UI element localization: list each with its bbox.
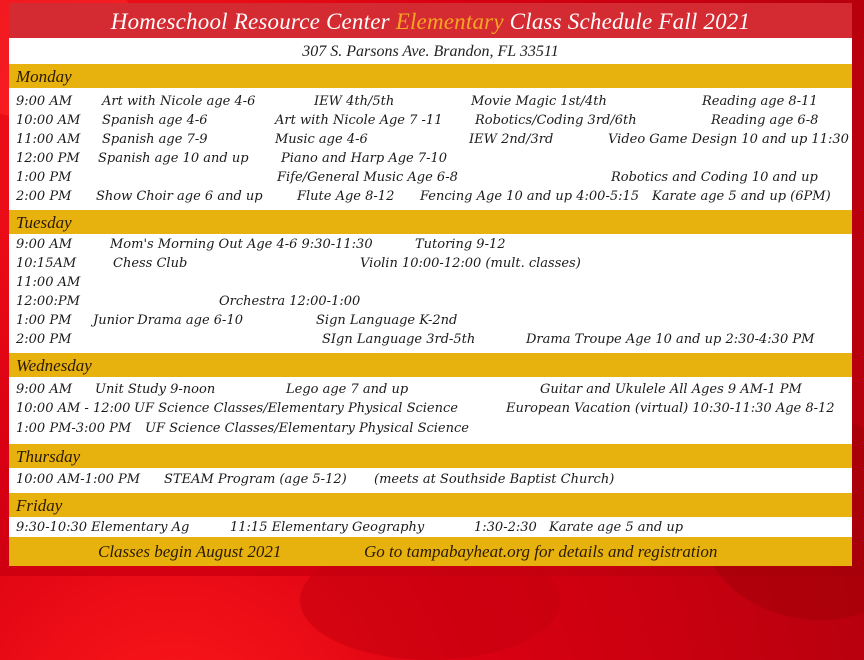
time: 9:00 AM — [16, 94, 73, 109]
class: IEW 4th/5th — [314, 94, 395, 109]
registration-note: Go to tampabayheat.org for details and registration — [364, 542, 718, 561]
address: 307 S. Parsons Ave. Brandon, FL 33511 — [302, 43, 559, 60]
schedule-row — [9, 168, 852, 187]
time: 1:00 PM-3:00 PM — [16, 421, 132, 436]
class: 11:15 Elementary Geography — [230, 520, 425, 535]
class: Art with Nicole age 4-6 — [102, 94, 256, 109]
schedule-row — [9, 330, 852, 349]
classes-begin-note: Classes begin August 2021 — [98, 542, 282, 561]
class: UF Science Classes/Elementary Physical Science — [145, 421, 469, 436]
class: Flute Age 8-12 — [297, 189, 395, 204]
schedule-row — [9, 273, 852, 292]
day-header-friday: Friday — [9, 493, 852, 517]
schedule-row — [9, 111, 852, 130]
class: Karate age 5 and up — [549, 520, 684, 535]
time: 11:00 AM — [16, 275, 81, 290]
class: Tutoring 9-12 — [415, 237, 506, 252]
schedule-panel — [9, 3, 852, 566]
schedule-row — [9, 187, 852, 206]
day-header-thursday: Thursday — [9, 444, 852, 468]
page-title — [9, 3, 852, 38]
schedule-row — [9, 470, 852, 489]
class: Art with Nicole Age 7 -11 — [275, 113, 443, 128]
schedule-row — [9, 130, 852, 149]
time: 10:00 AM — [16, 113, 81, 128]
class: (meets at Southside Baptist Church) — [374, 472, 615, 487]
class: Piano and Harp Age 7-10 — [281, 151, 448, 166]
class: Robotics and Coding 10 and up — [611, 170, 818, 185]
class: Lego age 7 and up — [286, 382, 409, 397]
class: Mom's Morning Out Age 4-6 9:30-11:30 — [110, 237, 373, 252]
schedule-row — [9, 419, 852, 438]
time: 2:00 PM — [16, 332, 72, 347]
time: 10:00 AM - 12:00 — [16, 401, 131, 416]
class: Reading age 6-8 — [711, 113, 819, 128]
time: 12:00:PM — [16, 294, 80, 309]
class: Fife/General Music Age 6-8 — [277, 170, 458, 185]
time: 1:30-2:30 — [474, 520, 537, 535]
class: Guitar and Ukulele All Ages 9 AM-1 PM — [540, 382, 802, 397]
time: 1:00 PM — [16, 170, 72, 185]
time: 1:00 PM — [16, 313, 72, 328]
day-header-monday: Monday — [9, 64, 852, 88]
class: Drama Troupe Age 10 and up 2:30-4:30 PM — [526, 332, 815, 347]
class: Fencing Age 10 and up 4:00-5:15 — [420, 189, 640, 204]
class: Spanish age 7-9 — [102, 132, 208, 147]
schedule-row — [9, 380, 852, 399]
class: Video Game Design 10 and up 11:30 — [608, 132, 849, 147]
time: 12:00 PM — [16, 151, 80, 166]
schedule-row — [9, 254, 852, 273]
class: Spanish age 4-6 — [102, 113, 208, 128]
title-suffix: Class Schedule Fall 2021 — [503, 9, 751, 34]
class: SIgn Language 3rd-5th — [322, 332, 476, 347]
class: Chess Club — [113, 256, 188, 271]
schedule-row — [9, 311, 852, 330]
class: Unit Study 9-noon — [95, 382, 216, 397]
schedule-row — [9, 292, 852, 311]
class: Music age 4-6 — [275, 132, 368, 147]
title-accent: Elementary — [395, 9, 504, 34]
class: IEW 2nd/3rd — [469, 132, 554, 147]
time: 9:00 AM — [16, 382, 73, 397]
class: Show Choir age 6 and up — [96, 189, 263, 204]
class: Spanish age 10 and up — [98, 151, 249, 166]
schedule-row — [9, 149, 852, 168]
class: 9:30-10:30 Elementary Ag — [16, 520, 190, 535]
class: Robotics/Coding 3rd/6th — [475, 113, 637, 128]
class: Orchestra 12:00-1:00 — [219, 294, 361, 309]
day-header-wednesday: Wednesday — [9, 353, 852, 377]
footer — [9, 537, 852, 566]
class: European Vacation (virtual) 10:30-11:30 Age 8-12 — [506, 401, 835, 416]
time: 10:00 AM-1:00 PM — [16, 472, 141, 487]
schedule-row — [9, 399, 852, 418]
day-header-tuesday: Tuesday — [9, 210, 852, 234]
class: Sign Language K-2nd — [316, 313, 458, 328]
schedule-row — [9, 92, 852, 111]
schedule-row — [9, 518, 852, 537]
time: 2:00 PM — [16, 189, 72, 204]
time: 10:15AM — [16, 256, 77, 271]
class: Reading age 8-11 — [702, 94, 818, 109]
class: Movie Magic 1st/4th — [471, 94, 607, 109]
schedule-row — [9, 235, 852, 254]
title-prefix: Homeschool Resource Center — [110, 9, 396, 34]
class: Junior Drama age 6-10 — [93, 313, 243, 328]
class: Violin 10:00-12:00 (mult. classes) — [360, 256, 581, 271]
time: 11:00 AM — [16, 132, 81, 147]
class: Karate age 5 and up (6PM) — [652, 189, 831, 204]
class: STEAM Program (age 5-12) — [164, 472, 347, 487]
time: 9:00 AM — [16, 237, 73, 252]
class: UF Science Classes/Elementary Physical Science — [134, 401, 458, 416]
